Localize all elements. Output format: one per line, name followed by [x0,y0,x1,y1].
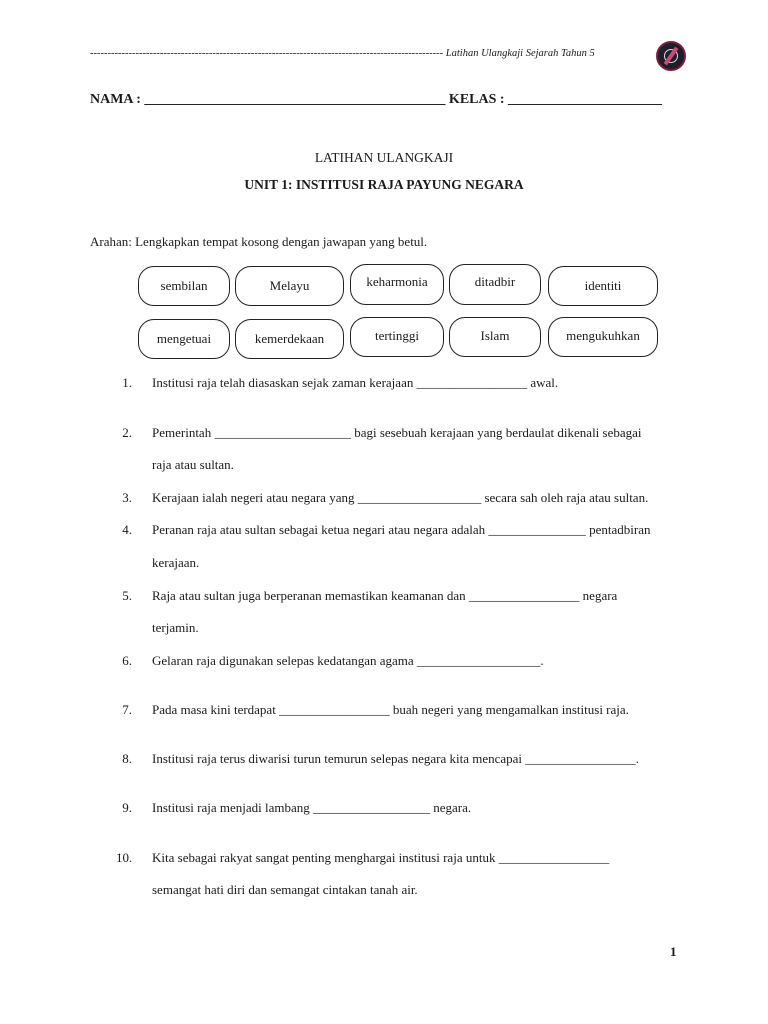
question-number: 9. [122,800,132,815]
question-text: Gelaran raja digunakan selepas kedatangan agama ___________________. [152,653,544,668]
question-number: 1. [122,375,132,390]
word-box: identiti [548,266,658,306]
word-box: sembilan [138,266,230,306]
word-box: mengetuai [138,319,230,359]
question-text: Institusi raja terus diwarisi turun temurun selepas negara kita mencapai _________________. [152,751,640,766]
school-logo-icon [656,41,686,71]
question-text: Kerajaan ialah negeri atau negara yang ___________________ secara sah oleh raja atau sultan. [152,490,649,505]
question-number: 7. [122,702,132,717]
question-text: Kita sebagai rakyat sangat penting menghargai institusi raja untuk _________________ [152,850,610,865]
question-text: Raja atau sultan juga berperanan memastikan keamanan dan _________________ negara [152,588,618,603]
question-text: Pemerintah _____________________ bagi sesebuah kerajaan yang berdaulat dikenali sebagai [152,425,642,440]
page-header [90,48,595,59]
question-text-continued: terjamin. [152,620,199,635]
question-number: 6. [122,653,132,668]
word-box: ditadbir [449,264,541,305]
header-title: Latihan Ulangkaji Sejarah Tahun 5 [445,48,595,59]
question-number: 2. [122,425,132,440]
question-text: Peranan raja atau sultan sebagai ketua negari atau negara adalah _______________ pentadbiran [152,522,651,537]
word-box: tertinggi [350,317,444,357]
header-dashes: ----------------------------------------------------------------------------------------------------- [90,48,444,59]
word-box: mengukuhkan [548,317,658,357]
word-box: kemerdekaan [235,319,344,359]
unit-title: UNIT 1: INSTITUSI RAJA PAYUNG NEGARA [244,177,524,192]
question-text: Institusi raja telah diasaskan sejak zaman kerajaan _________________ awal. [152,375,559,390]
name-class-field[interactable]: NAMA : ___________________________________________ KELAS : ______________________ [90,92,663,107]
word-box: Melayu [235,266,344,306]
question-number: 4. [122,522,132,537]
question-text-continued: raja atau sultan. [152,457,234,472]
question-text-continued: kerajaan. [152,555,200,570]
question-text: Institusi raja menjadi lambang __________________ negara. [152,800,472,815]
question-number: 3. [122,490,132,505]
word-box: keharmonia [350,264,444,305]
instruction-text: Arahan: Lengkapkan tempat kosong dengan jawapan yang betul. [90,234,428,249]
page-title: LATIHAN ULANGKAJI [314,150,454,165]
question-text-continued: semangat hati diri dan semangat cintakan tanah air. [152,882,418,897]
question-text: Pada masa kini terdapat _________________ buah negeri yang mengamalkan institusi raja. [152,702,629,717]
question-number: 8. [122,751,132,766]
question-number: 10. [116,850,133,865]
word-box: Islam [449,317,541,357]
page-number: 1 [670,944,677,959]
question-number: 5. [122,588,132,603]
